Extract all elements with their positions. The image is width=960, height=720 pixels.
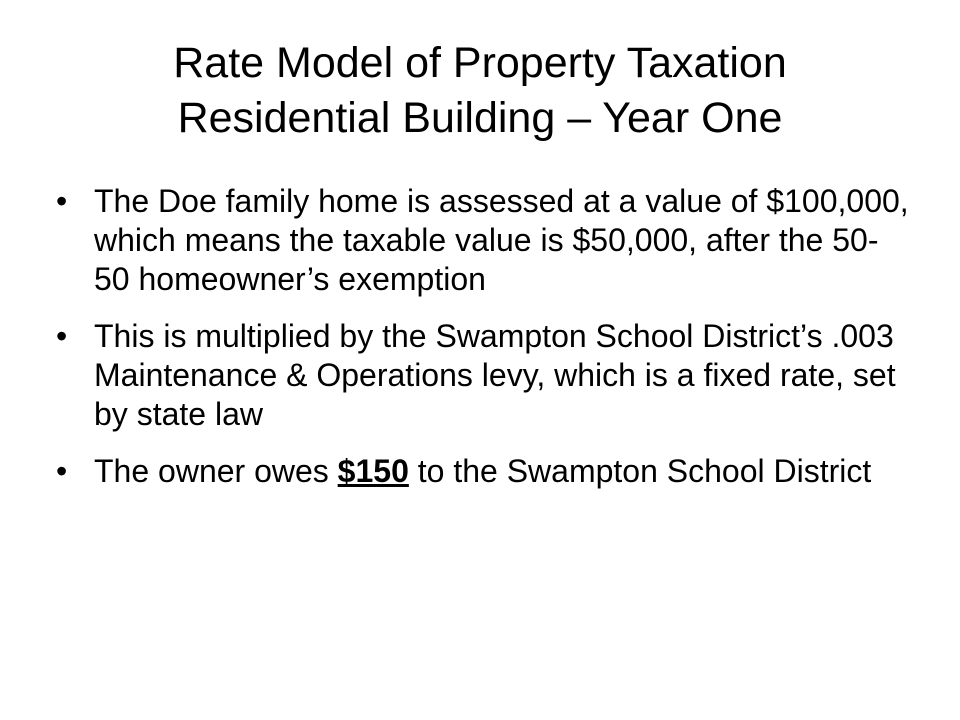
- bullet-text: This is multiplied by the Swampton School District’s .003 Maintenance & Operations levy, which is a fixed rate, set by state law: [94, 318, 896, 432]
- bullet-icon: •: [56, 183, 68, 219]
- bullet-amount-owed: [52, 452, 912, 491]
- bullet-levy: [52, 317, 912, 434]
- bullet-text-after: to the Swampton School District: [408, 453, 872, 489]
- title-line-2: Residential Building – Year One: [177, 94, 783, 142]
- amount-owed: $150: [337, 453, 409, 489]
- bullet-icon: •: [56, 318, 68, 354]
- bullet-list: [52, 182, 912, 509]
- bullet-assessment: [52, 182, 912, 299]
- title-line-1: Rate Model of Property Taxation: [173, 39, 787, 87]
- bullet-text: The Doe family home is assessed at a value of $100,000, which means the taxable value is $50,000, after the 50-50 homeowner’s exemption: [94, 183, 909, 297]
- slide-title: [0, 36, 960, 146]
- bullet-text-before: The owner owes: [94, 453, 338, 489]
- bullet-icon: •: [56, 453, 68, 489]
